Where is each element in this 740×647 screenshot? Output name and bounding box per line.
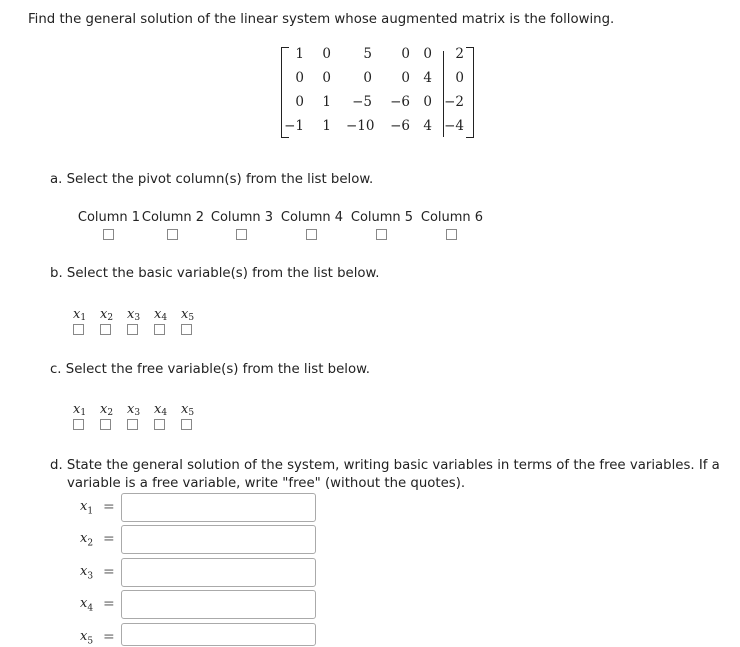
matrix-cell: −1 [284, 118, 304, 134]
basic-variable-label: $x_3$ [127, 307, 141, 323]
matrix-cell: 0 [322, 70, 331, 86]
equals-sign: = [103, 531, 115, 547]
matrix-cell: 0 [363, 70, 372, 86]
free-variable-checkbox[interactable] [73, 419, 84, 430]
answer-variable-label: $x_3$ [80, 564, 94, 582]
matrix-cell: −10 [346, 118, 375, 134]
column-option-label: Column 6 [420, 210, 484, 225]
matrix-cell: −4 [444, 118, 464, 134]
matrix-cell: 1 [322, 118, 331, 134]
matrix-cell: 4 [423, 118, 432, 134]
answer-variable-label: $x_1$ [80, 499, 94, 517]
pivot-column-checkbox[interactable] [103, 229, 114, 240]
matrix-cell: 0 [455, 70, 464, 86]
matrix-cell: −2 [444, 94, 464, 110]
basic-variable-checkbox[interactable] [73, 324, 84, 335]
column-option-label: Column 2 [141, 210, 205, 225]
pivot-column-checkbox[interactable] [446, 229, 457, 240]
free-variable-checkbox[interactable] [154, 419, 165, 430]
matrix-cell: 2 [455, 46, 464, 62]
basic-variable-label: $x_2$ [100, 307, 114, 323]
matrix-cell: 1 [322, 94, 331, 110]
column-option-label: Column 3 [210, 210, 274, 225]
answer-input-x2[interactable] [121, 525, 316, 554]
basic-variable-checkbox[interactable] [181, 324, 192, 335]
matrix-cell: 0 [401, 46, 410, 62]
part-d-label-line2: variable is a free variable, write "free" (without the quotes). [67, 476, 466, 491]
free-variable-checkbox[interactable] [127, 419, 138, 430]
answer-variable-label: $x_2$ [80, 531, 94, 549]
column-option-label: Column 5 [350, 210, 414, 225]
basic-variable-checkbox[interactable] [127, 324, 138, 335]
matrix-cell: −6 [390, 118, 410, 134]
pivot-column-checkbox[interactable] [236, 229, 247, 240]
free-variable-label: $x_3$ [127, 402, 141, 418]
basic-variable-label: $x_5$ [181, 307, 195, 323]
matrix-cell: 0 [295, 94, 304, 110]
matrix-cell: 1 [295, 46, 304, 62]
part-b-label: b. Select the basic variable(s) from the list below. [50, 266, 380, 281]
part-c-label: c. Select the free variable(s) from the list below. [50, 362, 370, 377]
matrix-cell: −6 [390, 94, 410, 110]
free-variable-label: $x_4$ [154, 402, 168, 418]
basic-variable-label: $x_1$ [73, 307, 87, 323]
pivot-column-checkbox[interactable] [376, 229, 387, 240]
matrix-cell: 0 [295, 70, 304, 86]
matrix-cell: 5 [363, 46, 372, 62]
equals-sign: = [103, 629, 115, 645]
basic-variable-label: $x_4$ [154, 307, 168, 323]
answer-input-x1[interactable] [121, 493, 316, 522]
basic-variable-checkbox[interactable] [154, 324, 165, 335]
matrix-cell: 0 [401, 70, 410, 86]
equals-sign: = [103, 564, 115, 580]
free-variable-checkbox[interactable] [100, 419, 111, 430]
answer-input-x3[interactable] [121, 558, 316, 587]
part-a-label: a. Select the pivot column(s) from the list below. [50, 172, 374, 187]
answer-input-x5[interactable] [121, 623, 316, 646]
equals-sign: = [103, 596, 115, 612]
free-variable-label: $x_5$ [181, 402, 195, 418]
matrix-cell: 4 [423, 70, 432, 86]
pivot-column-checkbox[interactable] [167, 229, 178, 240]
free-variable-label: $x_1$ [73, 402, 87, 418]
matrix-cell: −5 [352, 94, 372, 110]
column-option-label: Column 1 [77, 210, 141, 225]
pivot-column-checkbox[interactable] [306, 229, 317, 240]
free-variable-checkbox[interactable] [181, 419, 192, 430]
problem-prompt: Find the general solution of the linear system whose augmented matrix is the following. [28, 12, 615, 27]
equals-sign: = [103, 499, 115, 515]
answer-variable-label: $x_5$ [80, 629, 94, 647]
column-option-label: Column 4 [280, 210, 344, 225]
answer-input-x4[interactable] [121, 590, 316, 619]
free-variable-label: $x_2$ [100, 402, 114, 418]
matrix-cell: 0 [423, 94, 432, 110]
matrix-cell: 0 [423, 46, 432, 62]
answer-variable-label: $x_4$ [80, 596, 94, 614]
basic-variable-checkbox[interactable] [100, 324, 111, 335]
matrix-cell: 0 [322, 46, 331, 62]
part-d-label-line1: d. State the general solution of the system, writing basic variables in terms of the free variables. If a [50, 458, 720, 473]
matrix-right-bracket [466, 47, 474, 138]
